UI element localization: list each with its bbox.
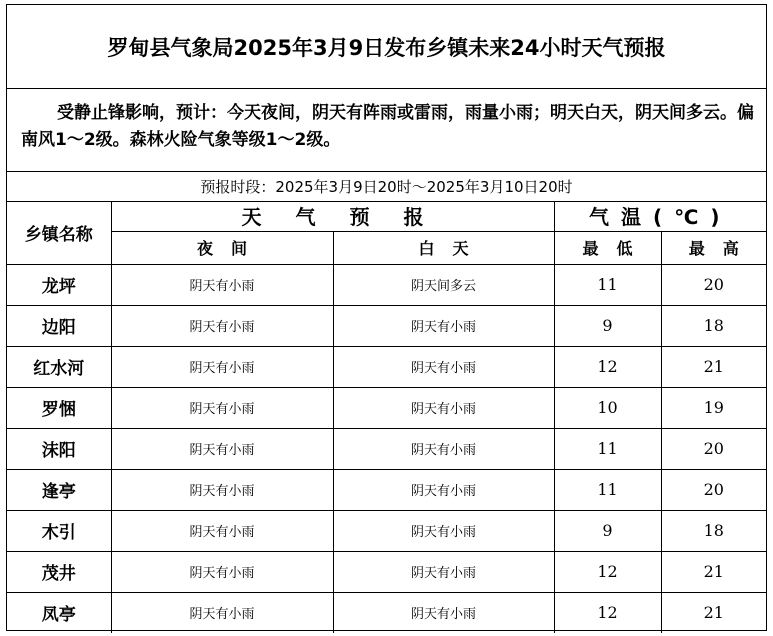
max-temp: 21 — [661, 551, 766, 592]
max-temp: 18 — [661, 510, 766, 551]
min-temp: 11 — [554, 469, 661, 510]
town-name: 红水河 — [7, 346, 111, 387]
town-name: 沫阳 — [7, 428, 111, 469]
max-temp: 20 — [661, 428, 766, 469]
max-temp: 19 — [661, 387, 766, 428]
day-weather: 阴天有小雨 — [333, 469, 554, 510]
min-temp: 12 — [554, 346, 661, 387]
day-weather: 阴天有小雨 — [333, 346, 554, 387]
min-temp: 9 — [554, 510, 661, 551]
max-temp: 18 — [661, 305, 766, 346]
min-temp: 11 — [554, 264, 661, 305]
min-temp: 11 — [554, 428, 661, 469]
table-row — [7, 264, 766, 305]
night-weather: 阴天有小雨 — [111, 264, 333, 305]
town-name: 凤亭 — [7, 592, 111, 633]
table-row — [7, 551, 766, 592]
header-night: 夜间 — [111, 231, 333, 264]
night-weather: 阴天有小雨 — [111, 305, 333, 346]
header-town: 乡镇名称 — [7, 201, 111, 264]
table-row — [7, 592, 766, 633]
table-row — [7, 428, 766, 469]
town-name: 边阳 — [7, 305, 111, 346]
day-weather: 阴天有小雨 — [333, 592, 554, 633]
header-weather: 天气预报 — [111, 201, 554, 231]
town-name: 茂井 — [7, 551, 111, 592]
min-temp: 12 — [554, 551, 661, 592]
table-row — [7, 469, 766, 510]
night-weather: 阴天有小雨 — [111, 510, 333, 551]
town-name: 木引 — [7, 510, 111, 551]
day-weather: 阴天间多云 — [333, 264, 554, 305]
night-weather: 阴天有小雨 — [111, 346, 333, 387]
header-max: 最高 — [661, 231, 766, 264]
min-temp: 10 — [554, 387, 661, 428]
forecast-period: 预报时段：2025年3月9日20时～2025年3月10日20时 — [7, 172, 766, 202]
town-name: 逢亭 — [7, 469, 111, 510]
night-weather: 阴天有小雨 — [111, 387, 333, 428]
night-weather: 阴天有小雨 — [111, 592, 333, 633]
max-temp: 21 — [661, 346, 766, 387]
night-weather: 阴天有小雨 — [111, 469, 333, 510]
day-weather: 阴天有小雨 — [333, 428, 554, 469]
header-min: 最低 — [554, 231, 661, 264]
header-day: 白天 — [333, 231, 554, 264]
table-row — [7, 346, 766, 387]
town-name: 龙坪 — [7, 264, 111, 305]
table-row — [7, 387, 766, 428]
table-row — [7, 510, 766, 551]
forecast-summary: 受静止锋影响，预计：今天夜间，阴天有阵雨或雷雨，雨量小雨；明天白天，阴天间多云。偏南风1～2级。森林火险气象等级1～2级。 — [7, 88, 766, 172]
day-weather: 阴天有小雨 — [333, 387, 554, 428]
table-row — [7, 305, 766, 346]
day-weather: 阴天有小雨 — [333, 551, 554, 592]
min-temp: 12 — [554, 592, 661, 633]
min-temp: 9 — [554, 305, 661, 346]
max-temp: 20 — [661, 469, 766, 510]
forecast-sheet — [6, 4, 767, 631]
night-weather: 阴天有小雨 — [111, 428, 333, 469]
header-temperature: 气温(℃) — [554, 201, 766, 231]
max-temp: 20 — [661, 264, 766, 305]
forecast-table — [7, 201, 766, 633]
max-temp: 21 — [661, 592, 766, 633]
page-title: 罗甸县气象局2025年3月9日发布乡镇未来24小时天气预报 — [7, 5, 766, 89]
town-name: 罗悃 — [7, 387, 111, 428]
day-weather: 阴天有小雨 — [333, 510, 554, 551]
night-weather: 阴天有小雨 — [111, 551, 333, 592]
day-weather: 阴天有小雨 — [333, 305, 554, 346]
